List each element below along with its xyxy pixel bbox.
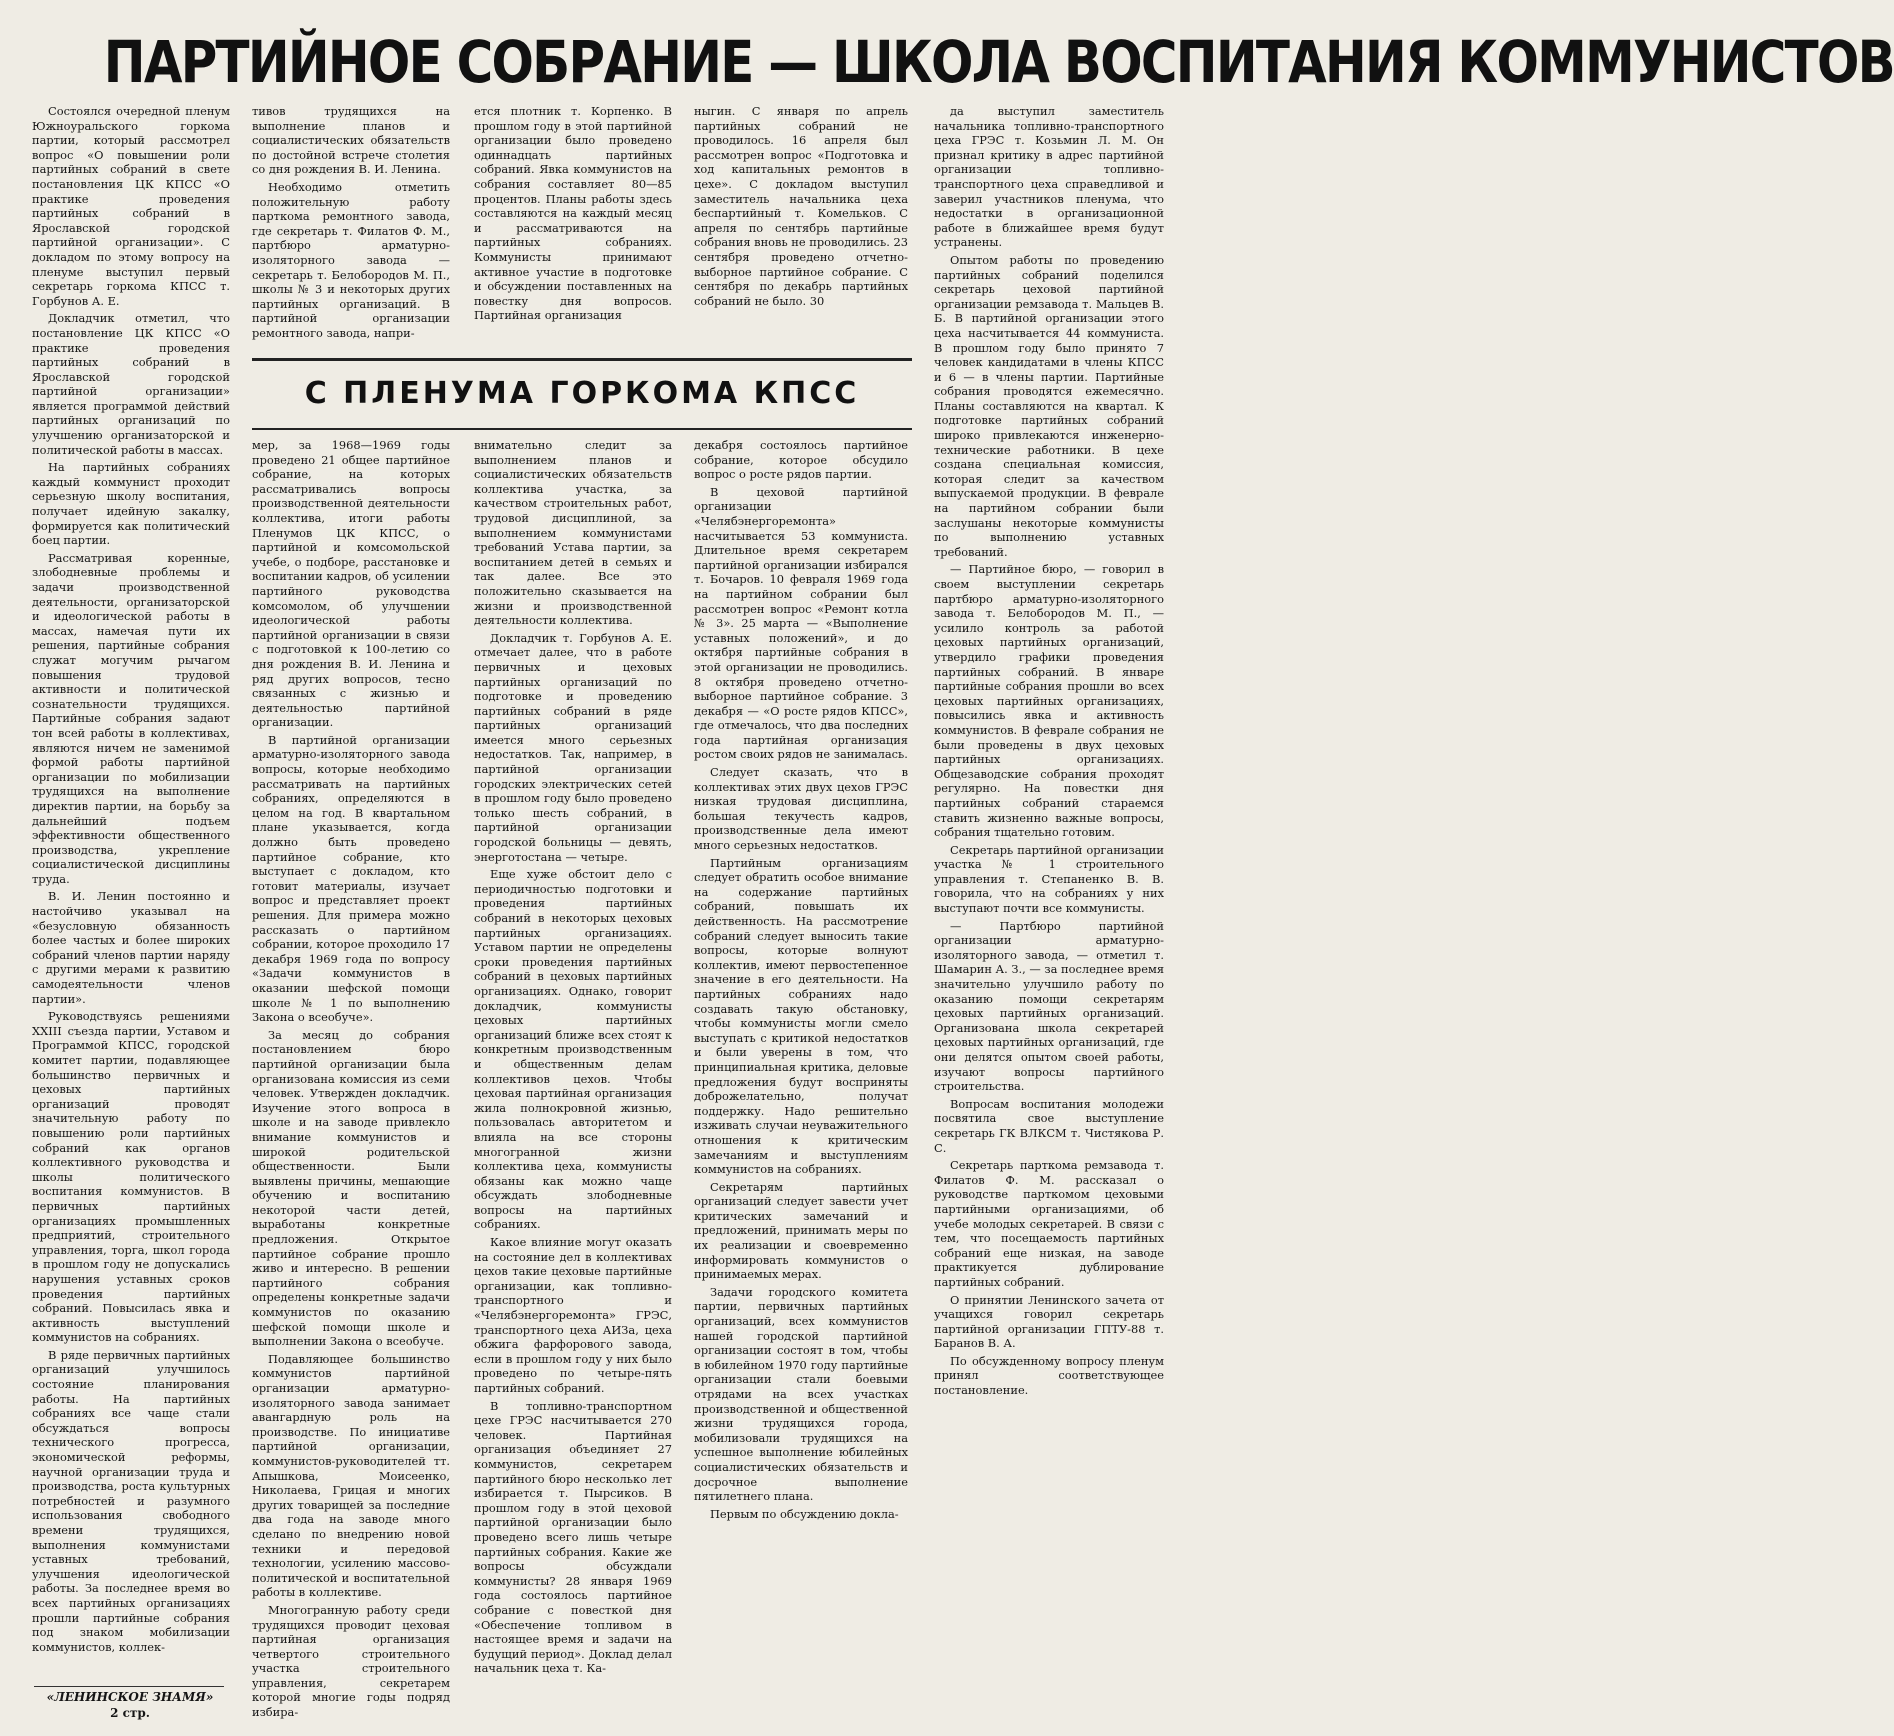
- paragraph: Вопросам воспитания молодежи посвятила свое выступление секретарь ГК ВЛКСМ т. Чистякова Р. С.: [934, 1096, 1164, 1155]
- paragraph: Докладчик т. Горбунов А. Е. отмечает далее, что в работе первичных и цеховых партийных организаций по подготовке и проведению партийных собраний в ряде партийных организаций имеется много серьезных недостатков. Так, например, в партийной организации городских электрических сетей в прошлом году было проведено только шесть собраний, в партийной организации городской больницы — девять, энерготостана — четыре.: [474, 630, 672, 864]
- paragraph: В ряде первичных партийных организаций улучшилось состояние планирования работы. На партийных собраниях все чаще стали обсуждаться вопросы технического прогресса, экономической реформы, научной организации труда и производства, роста культурных потребностей и разумного использования свободного времени трудящихся, выполнения коммунистами уставных требований, улучшения идеологической работы. За последнее время во всех партийных организациях прошли партийные собрания под знаком мобилизации коммунистов, коллек-: [32, 1347, 230, 1654]
- article-column-3-top: [474, 104, 672, 354]
- subhead-bottom-rule: [252, 428, 912, 430]
- paragraph: — Партийное бюро, — говорил в своем выступлении секретарь партбюро арматурно-изоляторного завода т. Белобородов М. П., — усилило контроль за работой цеховых партийных организаций, утвердило графики проведения партийных собраний. В январе партийные собрания прошли во всех цеховых партийных организациях, повысились явка и активность коммунистов. В феврале собрания не были проведены в двух цеховых партийных организациях. Общезаводские собрания проходят регулярно. На повестки дня партийных собраний стараемся ставить жизненно важные вопросы, собрания тщательно готовим.: [934, 562, 1164, 840]
- paragraph: Опытом работы по проведению партийных собраний поделился секретарь цеховой партийной организации ремзавода т. Мальцев В. Б. В партийной организации этого цеха насчитывается 44 коммуниста. В прошлом году было принято 7 человек кандидатами в члены КПСС и 6 — в члены партии. Партийные собрания проводятся ежемесячно. Планы составляются на квартал. К подготовке партийных собраний широко привлекаются инженерно-технические работники. В цехе создана специальная комиссия, которая следит за качеством выпускаемой продукции. В феврале на партийном собрании были заслушаны некоторые коммунисты по выполнению уставных требований.: [934, 252, 1164, 559]
- paragraph: О принятии Ленинского зачета от учащихся говорил секретарь партийной организации ГПТУ-88 т. Баранов В. А.: [934, 1292, 1164, 1351]
- paragraph: Первым по обсуждению докла-: [710, 1506, 899, 1521]
- paragraph: внимательно следит за выполнением планов и социалистических обязательств коллектива участка, за качеством строительных работ, трудовой дисциплиной, за выполнением коммунистами требований Устава партии, за воспитанием детей в семьях и так далее. Все это положительно сказывается на жизни и производственной деятельности коллектива.: [474, 438, 672, 628]
- paragraph: — Партбюро партийной организации арматурно-изоляторного завода, — отметил т. Шамарин А. З., — за последнее время значительно улучшило работу по оказанию помощи секретарям цеховых партийных организаций. Организована школа секретарей цеховых партийных организаций, где они делятся опытом своей работы, изучают вопросы партийного строительства.: [934, 918, 1165, 1094]
- paragraph: Какое влияние могут оказать на состояние дел в коллективах цехов такие цеховые партийные организации, как топливно-транспортного и «Челябэнергоремонта» ГРЭС, транспортного цеха АИЗа, цеха обжига фарфорового завода, если в прошлом году у них было проведено по четыре-пять партийных собраний.: [474, 1235, 672, 1395]
- article-column-4: [694, 438, 908, 1730]
- paragraph: Рассматривая коренные, злободневные проблемы и задачи производственной деятельности, организаторской и идеологической работы в массах, намечая пути их решения, партийные собрания служат могучим рычагом повышения трудовой активности и политической сознательности трудящихся. Партийные собрания задают тон всей работы в коллективах, являются ничем не заменимой формой работы партийной организации по мобилизации трудящихся на выполнение директив партии, на борьбу за дальнейший подъем эффективности общественного производства, укрепление социалистической дисциплины труда.: [32, 550, 230, 886]
- paragraph: Необходимо отметить положительную работу парткома ремонтного завода, где секретарь т. Филатов Ф. М., партбюро арматурно-изоляторного завода — секретарь т. Белобородов М. П., школы № 3 и некоторых других партийных организаций. В партийной организации ремонтного завода, напри-: [252, 179, 450, 340]
- paragraph: Секретарям партийных организаций следует завести учет критических замечаний и предложений, принимать меры по их реализации и своевременно информировать коммунистов о принимаемых мерах.: [694, 1179, 908, 1282]
- paragraph: В цеховой партийной организации «Челябэнергоремонта» насчитывается 53 коммуниста. Длительное время секретарем партийной организации избирался т. Бочаров. 10 февраля 1969 года на партийном собрании был рассмотрен вопрос «Ремонт котла № 3». 25 марта — «Выполнение уставных положений», и до октября партийные собрания в этой организации не проводились. 8 октября проведено отчетно-выборное партийное собрание. 3 декабря — «О росте рядов КПСС», где отмечалось, что два последних года партийная организация ростом своих рядов не занималась.: [694, 484, 908, 762]
- article-column-4-top: [694, 104, 908, 354]
- headline: ПАРТИЙНОЕ СОБРАНИЕ — ШКОЛА ВОСПИТАНИЯ КОММУНИСТОВ: [103, 28, 1894, 96]
- paragraph: ныгин. С января по апрель партийных собраний не проводилось. 16 апреля был рассмотрен вопрос «Подготовка и ход капитальных ремонтов в цехе». С докладом выступил заместитель начальника цеха беспартийный т. Комельков. С апреля по сентябрь партийные собрания вновь не проводились. 23 сентября проведено отчетно-выборное партийное собрание. С сентября по декабрь партийных собраний не было. 30: [694, 104, 908, 308]
- article-column-5: [934, 104, 1164, 1730]
- paragraph: Руководствуясь решениями XXIII съезда партии, Уставом и Программой КПСС, городской комитет партии, подавляющее большинство первичных и цеховых партийных организаций проводят значительную работу по повышению роли партийных собраний как органов коллективного руководства и школы политического воспитания коммунистов. В первичных партийных организациях промышленных предприятий, строительного управления, торга, школ города в прошлом году не допускались нарушения уставных сроков проведения партийных собраний. Повысилась явка и активность выступлений коммунистов на собраниях.: [32, 1009, 230, 1345]
- paragraph: Подавляющее большинство коммунистов партийной организации арматурно-изоляторного завода занимает авангардную роль на производстве. По инициативе партийной организации, коммунистов-руководителей тт. Апышкова, Моисеенко, Николаева, Грицая и многих других товарищей за последние два года на заводе много сделано по внедрению новой техники и передовой технологии, усилению массово-политической и воспитательной работы в коллективе.: [252, 1351, 450, 1600]
- paragraph: декабря состоялось партийное собрание, которое обсудило вопрос о росте рядов партии.: [694, 438, 908, 482]
- paragraph: По обсужденному вопросу пленум принял соответствующее постановление.: [934, 1353, 1164, 1398]
- page-number: 2 стр.: [110, 1706, 150, 1720]
- subhead-top-rule: [252, 358, 912, 361]
- article-column-1: [32, 104, 230, 1684]
- paragraph: Многогранную работу среди трудящихся проводит цеховая партийная организация четвертого строительного участка строительного управления, секретарем которой многие годы подряд избира-: [252, 1602, 450, 1720]
- paragraph: Состоялся очередной пленум Южноуральского горкома партии, который рассмотрел вопрос «О повышении роли партийных собраний в свете постановления ЦК КПСС «О практике проведения партийных собраний в Ярославской городской партийной организации». С докладом по этому вопросу на пленуме выступил первый секретарь горкома КПСС т. Горбунов А. Е.: [32, 104, 230, 308]
- paragraph: Партийным организациям следует обратить особое внимание на содержание партийных собраний, повышать их действенность. На рассмотрение собраний следует выносить такие вопросы, которые волнуют коллектив, имеют первостепенное значение в его деятельности. На партийных собраниях надо создавать такую обстановку, чтобы коммунисты могли смело выступать с критикой недостатков и были уверены в том, что принципиальная критика, деловые предложения будут восприняты доброжелательно, получат поддержку. Надо решительно изживать случаи неуважительного отношения к критическим замечаниям и выступлениям коммунистов на собраниях.: [694, 855, 908, 1177]
- paragraph: Секретарь партийной организации участка № 1 строительного управления т. Степаненко В. В. говорила, что на собраниях у них выступают почти все коммунисты.: [934, 842, 1164, 916]
- paragraph: В партийной организации арматурно-изоляторного завода вопросы, которые необходимо рассматривать на партийных собраниях, определяются в целом на год. В квартальном плане указывается, когда должно быть проведено партийное собрание, кто выступает с докладом, кто готовит материалы, изучает вопрос и представляет проект решения. Для примера можно рассказать о партийном собрании, которое проходило 17 декабря 1969 года по вопросу «Задачи коммунистов в оказании шефской помощи школе № 1 по выполнению Закона о всеобуче».: [252, 732, 450, 1025]
- paragraph: На партийных собраниях каждый коммунист проходит серьезную школу воспитания, получает идейную закалку, формируется как политический боец партии.: [32, 460, 230, 548]
- newspaper-name: «ЛЕНИНСКОЕ ЗНАМЯ»: [46, 1690, 214, 1704]
- subhead: С ПЛЕНУМА ГОРКОМА КПСС: [304, 376, 860, 411]
- paragraph: Следует сказать, что в коллективах этих двух цехов ГРЭС низкая трудовая дисциплина, большая текучесть кадров, производственные дела имеют много серьезных недостатков.: [694, 765, 908, 853]
- paragraph: За месяц до собрания постановлением бюро партийной организации была организована комиссия из семи человек. Утвержден докладчик. Изучение этого вопроса в школе и на заводе привлекло внимание коммунистов и широкой родительской общественности. Были выявлены причины, мешающие обучению и воспитанию некоторой части детей, выработаны конкретные предложения. Открытое партийное собрание прошло живо и интересно. В решении партийного собрания определены конкретные задачи коммунистов по оказанию шефской помощи школе и выполнении Закона о всеобуче.: [252, 1027, 450, 1349]
- footer-rule: [34, 1686, 224, 1687]
- paragraph: Докладчик отметил, что постановление ЦК КПСС «О практике проведения партийных собраний в Ярославской городской партийной организации» является программой действий партийных организаций по улучшению организаторской и политической работы в массах.: [32, 311, 230, 457]
- paragraph: Еще хуже обстоит дело с периодичностью подготовки и проведения партийных собраний в некоторых цеховых партийных организациях. Уставом партии не определены сроки проведения партийных собраний в цеховых партийных организациях. Однако, говорит докладчик, коммунисты цеховых партийных организаций ближе всех стоят к конкретным производственным и общественным делам коллективов цехов. Чтобы цеховая партийная организация жила полнокровной жизнью, пользовалась авторитетом и влияла на все стороны многогранной жизни коллектива цеха, коммунисты обязаны как можно чаще обсуждать злободневные вопросы на партийных собраниях.: [474, 867, 672, 1232]
- article-column-3: [474, 438, 672, 1730]
- paragraph: Секретарь парткома ремзавода т. Филатов Ф. М. рассказал о руководстве парткомом цеховыми партийными организациями, об учебе молодых секретарей. В связи с тем, что посещаемость партийных собраний еще низкая, на заводе практикуется дублирование партийных собраний.: [934, 1158, 1164, 1289]
- paragraph: ется плотник т. Корпенко. В прошлом году в этой партийной организации было проведено одиннадцать партийных собраний. Явка коммунистов на собрания составляет 80—85 процентов. Планы работы здесь составляются на каждый месяц и рассматриваются на партийных собраниях. Коммунисты принимают активное участие в подготовке и обсуждении поставленных на повестку дня вопросов. Партийная организация: [474, 104, 672, 323]
- paragraph: мер, за 1968—1969 годы проведено 21 общее партийное собрание, на которых рассматривались вопросы производственной деятельности коллектива, итоги работы Пленумов ЦК КПСС, о партийной и комсомольской учебе, о подборе, расстановке и воспитании кадров, об усилении партийного руководства комсомолом, об улучшении идеологической работы партийной организации в связи с подготовкой к 100-летию со дня рождения В. И. Ленина и ряд других вопросов, тесно связанных с жизнью и деятельностью партийной организации.: [252, 438, 450, 730]
- paragraph: Задачи городского комитета партии, первичных партийных организаций, всех коммунистов нашей городской партийной организации состоят в том, чтобы в юбилейном 1970 году партийные организации стали боевыми отрядами на всех участках производственной и общественной жизни трудящихся города, мобилизовали трудящихся на успешное выполнение юбилейных социалистических обязательств и досрочное выполнение пятилетнего плана.: [694, 1284, 908, 1504]
- article-column-2-top: [252, 104, 450, 354]
- paragraph: В. И. Ленин постоянно и настойчиво указывал на «безусловную обязанность более частых и более широких собраний членов партии наряду с другими мерами к развитию самодеятельности членов партии».: [32, 889, 230, 1006]
- paragraph: тивов трудящихся на выполнение планов и социалистических обязательств по достойной встрече столетия со дня рождения В. И. Ленина.: [252, 104, 450, 177]
- paragraph: В топливно-транспортном цехе ГРЭС насчитывается 270 человек. Партийная организация объединяет 27 коммунистов, секретарем партийного бюро несколько лет избирается т. Пырсиков. В прошлом году в этой цеховой партийной организации было проведено всего лишь четыре партийных собрания. Какие же вопросы обсуждали коммунисты? 28 января 1969 года состоялось партийное собрание с повесткой дня «Обеспечение топливом в настоящее время и задачи на будущий период». Доклад делал начальник цеха т. Ка-: [474, 1398, 672, 1676]
- paragraph: да выступил заместитель начальника топливно-транспортного цеха ГРЭС т. Козьмин Л. М. Он признал критику в адрес партийной организации топливно-транспортного цеха справедливой и заверил участников пленума, что недостатки в организационной работе в ближайшее время будут устранены.: [934, 104, 1164, 250]
- article-column-2: [252, 438, 450, 1730]
